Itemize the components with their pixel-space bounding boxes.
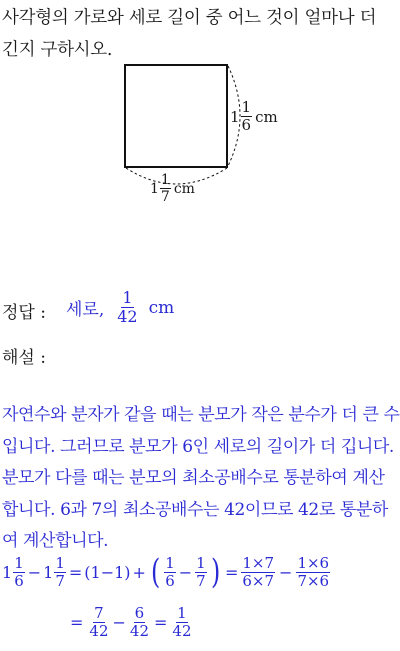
- answer-label: 정답 :: [2, 303, 46, 323]
- result-fraction: [171, 606, 192, 639]
- p1-num: 1: [165, 553, 175, 572]
- t2-den: 7: [55, 571, 65, 590]
- r1-den: 42: [89, 622, 109, 640]
- answer-num: 1: [122, 288, 133, 307]
- answer-fraction: [116, 290, 138, 325]
- op-equals-4: =: [154, 613, 168, 632]
- width-label: [150, 173, 195, 204]
- op-minus-3: −: [279, 562, 293, 582]
- solution-text: 자연수와 분자가 같을 때는 분모가 작은 분수가 더 큰 수입니다. 그러므로 분모가 6인 세로의 길이가 더 깁니다. 분모가 다를 때는 분모의 최소공배수로 통분하여 계산합니다. 6과 7의 최소공배수는 42이므로 42로 통분하여 계산합니다.: [2, 405, 400, 551]
- t2-whole: 1: [43, 562, 54, 582]
- t2-fraction: [54, 553, 66, 590]
- width-fraction: [160, 173, 171, 204]
- result-num: 1: [177, 604, 187, 622]
- rectangle-figure: [0, 0, 400, 210]
- equation-line-2: [66, 606, 194, 639]
- t2-num: 1: [55, 553, 65, 572]
- op-minus-2: −: [178, 562, 193, 582]
- r2-fraction: [129, 606, 150, 639]
- rectangle: [125, 65, 227, 167]
- op-equals-1: =: [68, 562, 83, 582]
- t1-den: 6: [14, 571, 24, 590]
- left-paren: (: [150, 552, 161, 592]
- q1-den: 6×7: [242, 571, 275, 590]
- op-minus-1: −: [27, 562, 42, 582]
- answer-den: 42: [117, 307, 138, 326]
- width-num: 1: [160, 172, 170, 188]
- op-minus-4: −: [112, 613, 126, 632]
- equation-line-1: [2, 552, 331, 592]
- solution-label: 해설 :: [2, 348, 46, 368]
- width-whole: 1: [150, 180, 159, 197]
- width-unit: cm: [173, 180, 195, 197]
- whole-group: (1−1): [84, 562, 131, 582]
- q1-fraction: [241, 553, 275, 590]
- answer-value: [66, 290, 174, 325]
- t1-num: 1: [14, 553, 24, 572]
- q2-den: 7×6: [297, 571, 330, 590]
- op-plus: +: [132, 562, 146, 582]
- p2-num: 1: [196, 553, 206, 572]
- t1-fraction: [13, 553, 25, 590]
- op-equals-3: =: [70, 613, 84, 632]
- r1-fraction: [88, 606, 109, 639]
- r1-num: 7: [94, 604, 104, 622]
- height-label: [230, 100, 278, 133]
- height-num: 1: [241, 98, 252, 116]
- p2-den: 7: [196, 571, 206, 590]
- question-text: 사각형의 가로와 세로 길이 중 어느 것이 얼마나 더 긴지 구하시오.: [2, 8, 377, 60]
- t1-whole: 1: [2, 562, 13, 582]
- q2-num: 1×6: [297, 553, 330, 572]
- answer-prefix: 세로,: [66, 300, 105, 320]
- r2-num: 6: [134, 604, 145, 622]
- q2-fraction: [296, 553, 330, 590]
- p2-fraction: [195, 553, 207, 590]
- height-den: 6: [241, 116, 252, 134]
- op-equals-2: =: [224, 562, 239, 582]
- r2-den: 42: [129, 622, 149, 640]
- p1-fraction: [164, 553, 176, 590]
- height-unit: cm: [255, 107, 278, 126]
- answer-unit: cm: [148, 297, 175, 318]
- height-whole: 1: [230, 107, 240, 126]
- height-fraction: [241, 100, 253, 133]
- p1-den: 6: [165, 571, 175, 590]
- result-den: 42: [172, 622, 192, 640]
- right-paren: ): [210, 552, 220, 592]
- q1-num: 1×7: [242, 553, 275, 572]
- width-den: 7: [160, 189, 170, 205]
